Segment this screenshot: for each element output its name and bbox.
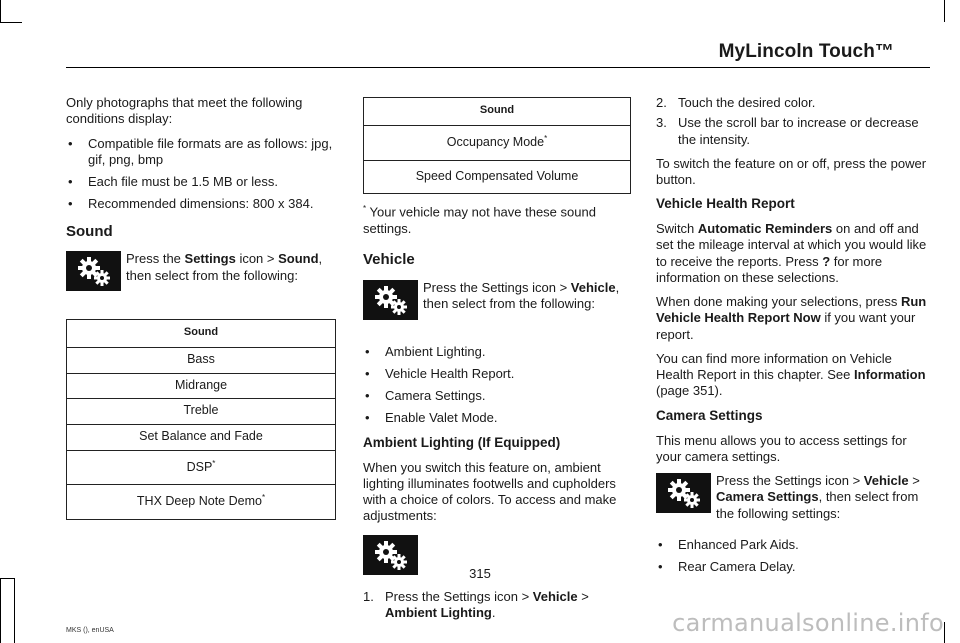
table-row: Treble	[67, 399, 336, 425]
crop-mark	[944, 0, 945, 22]
settings-gear-icon-box	[363, 280, 418, 320]
text: on and off and set the mileage interval at which you would like to receive the reports. Press	[656, 221, 927, 269]
instr-text: Press the Settings icon >	[716, 473, 864, 488]
document-code: MKS (), enUSA	[66, 627, 114, 634]
table-row: Speed Compensated Volume	[364, 160, 631, 194]
step-text: >	[577, 588, 589, 604]
instr-text: Press the	[126, 251, 185, 267]
table-row	[67, 485, 336, 520]
page-number: 315	[469, 566, 491, 581]
instr-bold: Camera Settings	[716, 489, 819, 505]
list-item: • Vehicle Health Report.	[363, 366, 631, 382]
step-text: Press the Settings icon >	[385, 588, 533, 604]
settings-gear-icon-box	[66, 251, 121, 291]
camera-text: This menu allows you to access settings for your camera settings.	[656, 432, 907, 464]
list-item	[363, 589, 631, 622]
footnote-text: Your vehicle may not have these sound settings.	[363, 204, 596, 236]
column-2	[363, 95, 631, 629]
vhr-text	[656, 221, 928, 286]
page-title: MyLincoln Touch™	[718, 41, 894, 62]
ambient-steps-cont	[656, 95, 928, 148]
asterisk: *	[363, 204, 367, 214]
table-row	[67, 450, 336, 485]
table-row: Set Balance and Fade	[67, 424, 336, 450]
bold-text: Automatic Reminders	[697, 221, 833, 237]
text: When done making your selections, press	[656, 294, 901, 310]
list-item: • Each file must be 1.5 MB or less.	[66, 174, 336, 190]
text: (page 351).	[656, 383, 723, 399]
list-item	[656, 95, 928, 111]
header-divider	[66, 67, 930, 68]
footnote	[363, 204, 631, 237]
ambient-description: When you switch this feature on, ambient lighting illuminates footwells and cupholders with a choice of colors. To access and make adjustments:	[363, 459, 617, 524]
bold-text: Run Vehicle Health Report Now	[656, 294, 927, 326]
section-heading-ambient: Ambient Lighting (If Equipped)	[363, 434, 561, 450]
list-item: • Recommended dimensions: 800 x 384.	[66, 196, 336, 212]
section-heading-camera: Camera Settings	[656, 407, 763, 423]
asterisk: *	[544, 133, 548, 143]
camera-instruction	[656, 473, 928, 529]
vehicle-instruction	[363, 280, 631, 336]
step-number: 1.	[363, 588, 374, 604]
instr-text: icon >	[235, 251, 279, 267]
list-item: • Camera Settings.	[363, 388, 631, 404]
crop-mark	[0, 578, 1, 643]
table-row: Midrange	[67, 373, 336, 399]
step-bold: Vehicle	[532, 588, 578, 604]
vehicle-options-list	[363, 344, 631, 427]
list-item	[656, 115, 928, 148]
run-report-text	[656, 294, 928, 343]
list-item: • Rear Camera Delay.	[656, 559, 928, 575]
watermark: carmanualsonline.info	[672, 609, 944, 637]
instr-text: >	[908, 473, 920, 488]
list-item: • Ambient Lighting.	[363, 344, 631, 360]
column-3	[656, 95, 928, 584]
asterisk: *	[261, 493, 266, 503]
crop-mark	[14, 578, 15, 643]
photo-conditions-list	[66, 136, 336, 213]
instr-bold: Vehicle	[570, 279, 616, 295]
section-heading-vehicle: Vehicle	[363, 250, 415, 268]
step-text: .	[491, 604, 496, 620]
step-text: Touch the desired color.	[678, 95, 816, 110]
bold-text: ?	[822, 253, 831, 269]
text: for more information on these selections.	[656, 253, 883, 285]
instr-bold: Vehicle	[863, 473, 909, 488]
list-item: • Enable Valet Mode.	[363, 410, 631, 426]
table-header: Sound	[67, 320, 336, 348]
sound-options-table	[66, 319, 336, 520]
instr-text: , then select from the following:	[423, 279, 620, 311]
gear-icon	[369, 283, 413, 317]
section-heading-sound: Sound	[66, 222, 113, 240]
section-heading-vhr: Vehicle Health Report	[656, 196, 795, 212]
column-1	[66, 95, 336, 530]
table-header: Sound	[364, 98, 631, 126]
table-row: Bass	[67, 348, 336, 374]
info-reference	[656, 351, 928, 400]
crop-mark	[944, 622, 945, 643]
text: if you want your report.	[656, 310, 916, 342]
gear-icon	[72, 254, 116, 288]
cell-text: THX Deep Note Demo	[136, 494, 262, 509]
instr-text: Press the Settings icon >	[423, 279, 571, 295]
bold-text: Information	[854, 367, 926, 383]
instr-bold: Sound	[278, 251, 319, 267]
power-text: To switch the feature on or off, press the power button.	[656, 155, 927, 187]
text: Switch	[656, 221, 698, 237]
step-number: 2.	[656, 95, 667, 110]
table-row	[364, 125, 631, 160]
instr-text: , then select from the following settings:	[716, 489, 919, 521]
ambient-steps	[363, 589, 631, 622]
instr-bold: Settings	[184, 251, 236, 267]
list-item: • Compatible file formats are as follows: jpg, gif, png, bmp	[66, 136, 336, 169]
text: You can find more information on Vehicle Health Report in this chapter. See	[656, 350, 892, 383]
asterisk: *	[212, 458, 216, 468]
step-number: 3.	[656, 115, 667, 131]
sound-instruction	[66, 251, 336, 307]
cell-text: Occupancy Mode	[446, 134, 545, 149]
step-text: Use the scroll bar to increase or decrease the intensity.	[678, 115, 919, 147]
sound-options-table-cont	[363, 97, 631, 194]
photo-intro: Only photographs that meet the following conditions display:	[66, 95, 303, 127]
crop-mark	[0, 0, 1, 22]
list-item: • Enhanced Park Aids.	[656, 537, 928, 553]
gear-icon	[662, 476, 706, 510]
step-bold: Ambient Lighting	[385, 604, 492, 620]
crop-mark	[0, 22, 22, 23]
cell-text: DSP	[186, 459, 213, 474]
settings-gear-icon-box	[656, 473, 711, 513]
instr-text: , then select from the following:	[126, 251, 323, 283]
